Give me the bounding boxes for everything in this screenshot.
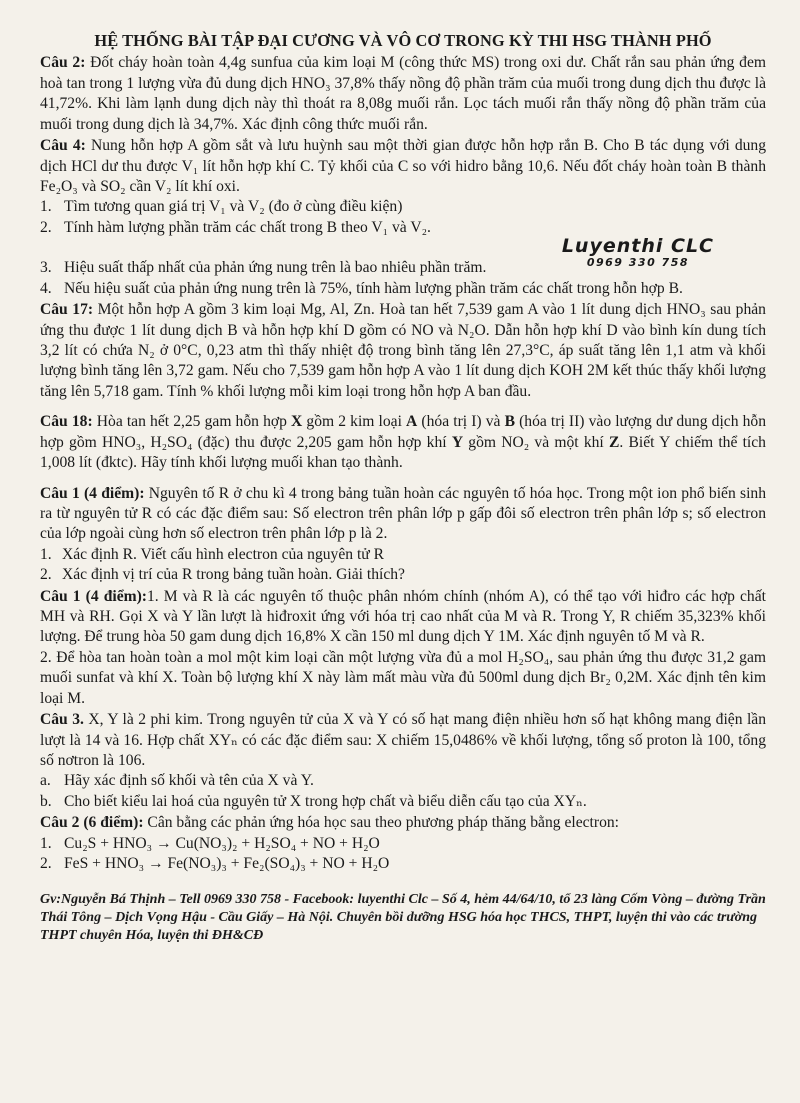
brand-phone: 0969 330 758 [586,256,690,270]
question-1a [40,484,766,545]
question-label: Câu 1 (4 điểm): [40,484,145,502]
question-label: Câu 2: [40,54,86,72]
brand-name: Luyenthi CLC [561,235,714,258]
question-text: Cân bằng các phản ứng hóa học sau theo phương pháp thăng bằng electron: [143,814,620,832]
question-label: Câu 17: [40,301,94,319]
list-item: 3. Hiệu suất thấp nhất của phản ứng nung trên là bao nhiêu phần trăm. [40,259,487,277]
brand-watermark [562,234,714,270]
list-item: 1. Tìm tương quan giá trị V₁ và V₂ (đo ở cùng điều kiện) [40,198,403,216]
list-item: 2. Tính hàm lượng phần trăm các chất trong B theo V₁ và V₂. [40,218,431,236]
question-label: Câu 2 (6 điểm): [40,814,144,832]
question-label: Câu 4: [40,137,86,155]
question-label: Câu 1 (4 điểm): [40,587,147,605]
list-item: a. Hãy xác định số khối và tên của X và Y. [40,772,314,790]
question-1a-items [40,545,766,586]
question-text: Nguyên tố R ở chu kì 4 trong bảng tuần hoàn các nguyên tố hóa học. Trong một ion phổ biến sinh ra từ nguyên tử R có các đặc điểm sau: Số electron trên phân lớp p gấp đôi số electron trên phân lớp s; số electron của lớp ngoài cùng hơn số electron trên phân lớp p là 2. [40,484,766,543]
question-label: Câu 3. [40,711,84,729]
question-17 [40,300,766,402]
footer-contact: Gv:Nguyễn Bá Thịnh – Tell 0969 330 758 - Facebook: luyenthi Clc – Số 4, hẻm 44/64/10, tổ 23 làng Cốm Vòng – đường Trần Thái Tông – Dịch Vọng Hậu - Cầu Giấy – Hà Nội. Chuyên bồi dưỡng HSG hóa học THCS, THPT, luyện thi vào các trường THPT chuyên Hóa, luyện thi ĐH&CĐ [40,891,766,943]
question-4 [40,136,766,197]
question-label: Câu 18: [40,413,93,431]
question-text: 1. M và R là các nguyên tố thuộc phân nhóm chính (nhóm A), có thể tạo với hiđro các hợp chất MH và RH. Gọi X và Y lần lượt là hiđroxit ứng với hóa trị cao nhất của M và R. Trong Y, R chiếm 35,323% khối lượng. Để trung hòa 50 gam dung dịch 16,8% X cần 150 ml dung dịch Y 1M. Xác định nguyên tố M và R. [40,587,766,646]
question-3 [40,710,766,771]
list-item: 1. Xác định R. Viết cấu hình electron của nguyên tử R [40,545,385,563]
question-text: X, Y là 2 phi kim. Trong nguyên tử của X và Y có số hạt mang điện nhiều hơn số hạt không mang điện lần lượt là 14 và 16. Hợp chất XYₙ có các đặc điểm sau: X chiếm 15,0486% về khối lượng, tổng số proton là 100, tổng số nơtron là 106. [40,711,767,769]
question-4-items [40,197,766,238]
question-2b [40,813,766,833]
question-text: Đốt cháy hoàn toàn 4,4g sunfua của kim loại M (công thức MS) trong oxi dư. Chất rắn sau phản ứng đem hoà tan trong 1 lượng vừa đủ dung dịch HNO₃ 37,8% thấy nồng độ phần trăm của muối trong dung dịch thu được là 41,72%. Khi làm lạnh dung dịch này thì thoát ra 8,08g muối rắn. Lọc tách muối rắn thấy nồng độ phần trăm của muối trong dung dịch là 34,7%. Xác định công thức muối rắn. [40,54,767,133]
question-2b-items [40,834,766,875]
question-text: Nung hỗn hợp A gồm sắt và lưu huỳnh sau một thời gian được hỗn hợp rắn B. Cho B tác dụng với dung dịch HCl dư thu được V₁ lít hỗn hợp khí C. Tỷ khối của C so với hidro bằng 10,6. Nếu đốt cháy hoàn toàn B thành Fe₂O₃ và SO₂ cần V₂ lít khí oxi. [40,137,767,196]
question-2 [40,53,766,135]
question-1b-part-2: 2. Để hòa tan hoàn toàn a mol một kim loại cần một lượng vừa đủ a mol H₂SO₄, sau phản ứng thu được 31,2 gam muối sunfat và khí X. Toàn bộ lượng khí X này làm mất màu vừa đủ 500ml dung dịch Br₂ 0,2M. Xác định tên kim loại M. [40,648,766,707]
list-item: 2. FeS + HNO₃ → Fe(NO₃)₃ + Fe₂(SO₄)₃ + NO + H₂O [40,855,390,873]
list-item: 2. Xác định vị trí của R trong bảng tuần hoàn. Giải thích? [40,566,405,584]
question-1b [40,587,766,648]
question-18: Câu 18: Hòa tan hết 2,25 gam hỗn hợp X gồm 2 kim loại A (hóa trị I) và B (hóa trị II) vào lượng dư dung dịch hỗn hợp gồm HNO₃, H₂SO₄ (đặc) thu được 2,205 gam hỗn hợp khí Y gồm NO₂ và một khí Z. Biết Y chiếm thể tích 1,008 lít (đktc). Hãy tính khối lượng muối khan tạo thành. [40,413,766,472]
list-item: b. Cho biết kiểu lai hoá của nguyên tử X trong hợp chất và biểu diễn cấu tạo của XYₙ. [40,792,587,810]
list-item: 1. Cu₂S + HNO₃ → Cu(NO₃)₂ + H₂SO₄ + NO + H₂O [40,834,380,852]
document-title: HỆ THỐNG BÀI TẬP ĐẠI CƯƠNG VÀ VÔ CƠ TRONG KỲ THI HSG THÀNH PHỐ [94,31,712,50]
question-text: Một hỗn hợp A gồm 3 kim loại Mg, Al, Zn. Hoà tan hết 7,539 gam A vào 1 lít dung dịch HNO₃ sau phản ứng thu được 1 lít dung dịch B và hỗn hợp khí D gồm có NO và N₂O. Dẫn hỗn hợp khí D vào bình kín dung tích 3,2 lít có chứa N₂ ở 0°C, 0,23 atm thì thấy nhiệt độ trong bình tăng lên 27,3°C, áp suất tăng lên 1,1 atm và khối lượng bình tăng lên 3,72 gam. Nếu cho 7,539 gam hỗn hợp A vào 1 lít dung dịch KOH 2M kết thúc thấy khối lượng tăng lên 5,718 gam. Tính % khối lượng mỗi kim loại trong hỗn hợp A ban đầu. [40,301,766,400]
question-3-items [40,771,766,812]
list-item: 4. Nếu hiệu suất của phản ứng nung trên là 75%, tính hàm lượng phần trăm các chất trong hỗn hợp B. [40,279,683,297]
